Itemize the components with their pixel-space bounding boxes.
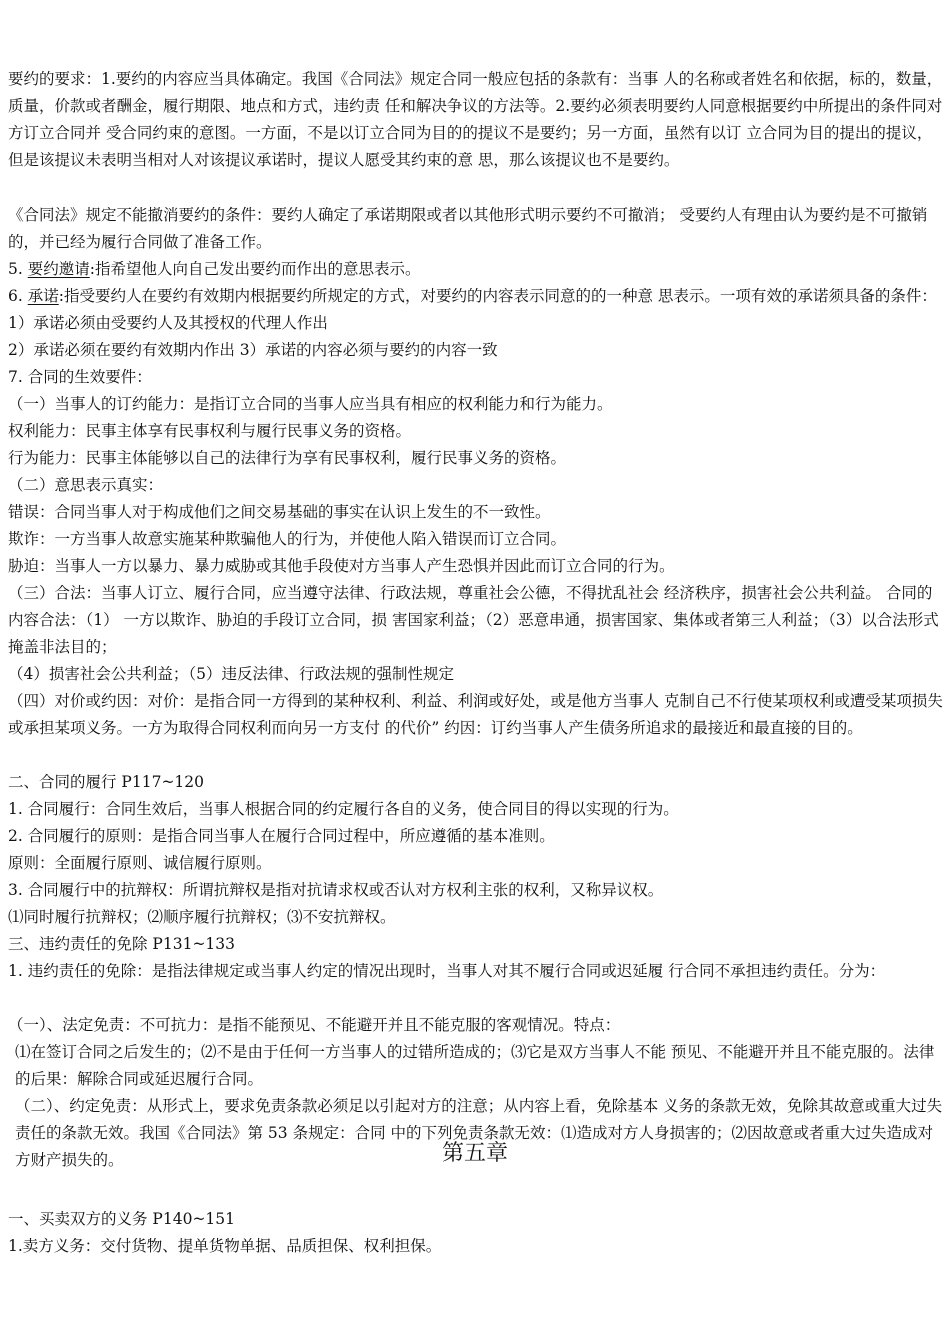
- paragraph-irrevocable-offer: 《合同法》规定不能撤消要约的条件：要约人确定了承诺期限或者以其他形式明示要约不可撤消； 受要约人有理由认为要约是不可撤销的，并已经为履行合同做了准备工作。: [8, 206, 928, 251]
- paragraph-seller-obligations: 1.卖方义务：交付货物、提单货物单据、品质担保、权利担保。: [8, 1237, 442, 1255]
- term-definition: :指受要约人在要约有效期内根据要约所规定的方式，对要约的内容表示同意的的一种意 思表示。一项有效的承诺须具备的条件：1）承诺必须由受要约人及其授权的代理人作出: [8, 287, 937, 332]
- paragraph-acceptance: [8, 283, 944, 337]
- paragraph-consideration: （四）对价或约因：对价：是指合同一方得到的某种权利、利益、利润或好处，或是他方当事人 克制自己不行使某项权利或遭受某项损失或承担某项义务。一方为取得合同权利而向另一方支付 的代价” 约因：订约当事人产生债务所追求的最接近和最直接的目的。: [8, 692, 943, 737]
- paragraph-defense-rights: 3. 合同履行中的抗辩权：所谓抗辩权是指对抗请求权或否认对方权利主张的权利，又称异议权。: [8, 881, 664, 899]
- paragraph-offer-requirements: 要约的要求：1.要约的内容应当具体确定。我国《合同法》规定合同一般应包括的条款有：当事 人的名称或者姓名和依据，标的，数量，质量，价款或者酬金，履行期限、地点和方式，违约责 任和解决争议的方法等。2.要约必须表明要约人同意根据要约中所提出的条件同对方订立合同并 受合同约束的意图。一方面，不是以订立合同为目的的提议不是要约；另一方面，虽然有以订 立合同为目的提出的提议，但是该提议未表明当相对人对该提议承诺时，提议人愿受其约束的意 思，那么该提议也不是要约。: [8, 70, 943, 169]
- paragraph-duress: 胁迫：当事人一方以暴力、暴力威胁或其他手段使对方当事人产生恐惧并因此而订立合同的行为。: [8, 557, 675, 575]
- chapter-title: 第五章: [441, 1141, 508, 1166]
- paragraph-rights-capacity: 权利能力：民事主体享有民事权利与履行民事义务的资格。: [8, 422, 412, 440]
- heading-contract-validity: 7. 合同的生效要件：: [8, 368, 152, 386]
- term-definition: :指希望他人向自己发出要约而作出的意思表示。: [89, 260, 421, 278]
- item-number: 5.: [8, 260, 28, 278]
- paragraph-performance-definition: 1. 合同履行：合同生效后，当事人根据合同的约定履行各自的义务，使合同目的得以实现的行为。: [8, 800, 679, 818]
- paragraph-agreed-exemption: （二）、约定免责：从形式上，要求免责条款必须足以引起对方的注意；从内容上看，免除基本 义务的条款无效，免除其故意或重大过失责任的条款无效。我国《合同法》第 53 条规定：合同 中的下列免责条款无效：⑴造成对方人身损害的；⑵因故意或者重大过失造成对方财产损失的。: [15, 1097, 943, 1169]
- paragraph-legality: （三）合法：当事人订立、履行合同，应当遵守法律、行政法规，尊重社会公德，不得扰乱社会 经济秩序，损害社会公共利益。 合同的内容合法：（1） 一方以欺诈、胁迫的手段订立合同，损 害国家利益；（2）恶意串通，损害国家、集体或者第三人利益；（3）以合法形式掩盖非法目的；: [8, 584, 939, 656]
- paragraph-performance-principles: 2. 合同履行的原则：是指合同当事人在履行合同过程中，所应遵循的基本准则。: [8, 827, 555, 845]
- paragraph-acceptance-conditions: 2）承诺必须在要约有效期内作出 3）承诺的内容必须与要约的内容一致: [8, 341, 498, 359]
- paragraph-principles-list: 原则：全面履行原则、诚信履行原则。: [8, 854, 272, 872]
- paragraph-conduct-capacity: 行为能力：民事主体能够以自己的法律行为享有民事权利，履行民事义务的资格。: [8, 449, 567, 467]
- heading-true-intention: （二）意思表示真实：: [8, 476, 164, 494]
- paragraph-invitation-to-offer: [8, 256, 944, 283]
- paragraph-force-majeure-features: ⑴在签订合同之后发生的；⑵不是由于任何一方当事人的过错所造成的；⑶它是双方当事人不能 预见、不能避开并且不能克服的。法律的后果：解除合同或延迟履行合同。: [15, 1043, 935, 1088]
- item-number: 6.: [8, 287, 28, 305]
- paragraph-fraud: 欺诈：一方当事人故意实施某种欺骗他人的行为，并使他人陷入错误而订立合同。: [8, 530, 567, 548]
- paragraph-mistake: 错误：合同当事人对于构成他们之间交易基础的事实在认识上发生的不一致性。: [8, 503, 551, 521]
- heading-liability-exemption: 三、违约责任的免除 P131~133: [8, 935, 236, 953]
- paragraph-exemption-definition: 1. 违约责任的免除：是指法律规定或当事人约定的情况出现时，当事人对其不履行合同或迟延履 行合同不承担违约责任。分为：: [8, 962, 886, 980]
- term-invitation-to-offer: 要约邀请: [27, 260, 90, 278]
- term-acceptance: 承诺: [27, 287, 59, 305]
- paragraph-statutory-exemption: （一）、法定免责：不可抗力：是指不能预见、不能避开并且不能克服的客观情况。特点：: [8, 1016, 621, 1034]
- paragraph-defense-types: ⑴同时履行抗辩权；⑵顺序履行抗辩权；⑶不安抗辩权。: [8, 908, 396, 926]
- paragraph-legality-items: （4）损害社会公共利益；（5）违反法律、行政法规的强制性规定: [8, 665, 454, 683]
- heading-contract-performance: 二、合同的履行 P117~120: [8, 773, 205, 791]
- heading-buyer-seller-obligations: 一、买卖双方的义务 P140~151: [8, 1210, 236, 1228]
- paragraph-capacity: （一）当事人的订约能力：是指订立合同的当事人应当具有相应的权利能力和行为能力。: [8, 395, 613, 413]
